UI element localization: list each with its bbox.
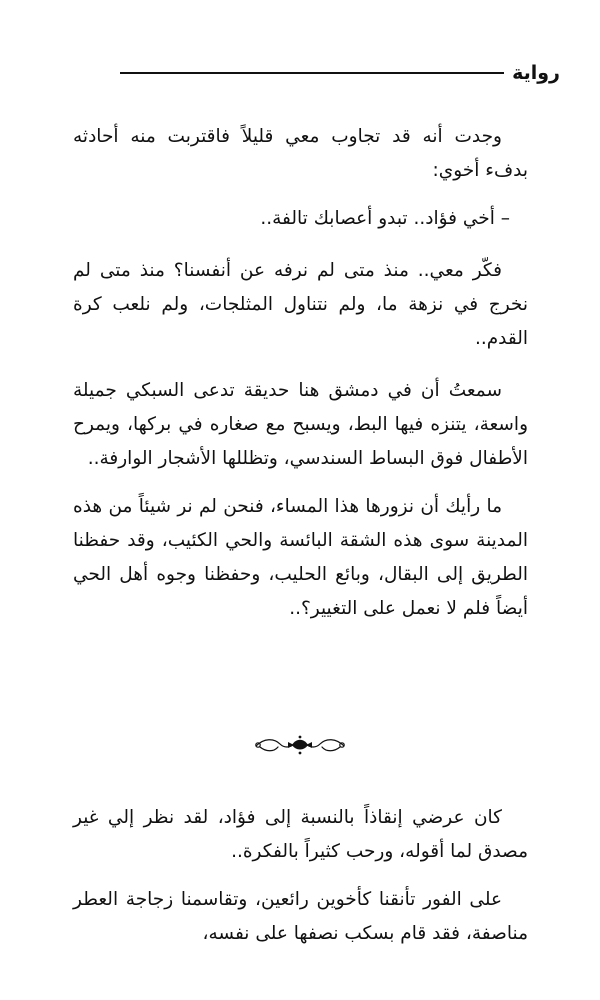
running-header xyxy=(120,60,560,86)
paragraph: وجدت أنه قد تجاوب معي قليلاً فاقتربت منه أحادثه بدفء أخوي: xyxy=(73,126,528,181)
dialogue-line: – أخي فؤاد.. تبدو أعصابك تالفة.. xyxy=(260,208,510,229)
header-title: رواية xyxy=(512,62,560,84)
text-block-bottom xyxy=(73,735,528,951)
paragraph: كان عرضي إنقاذاً بالنسبة إلى فؤاد، لقد نظر إلي غير مصدق لما أقوله، ورحب كثيراً بالفكرة.. xyxy=(73,807,528,862)
paragraph: سمعتُ أن في دمشق هنا حديقة تدعى السبكي جميلة واسعة، يتنزه فيها البط، ويسبح مع صغاره في بركها، ويمرح الأطفال فوق البساط السندسي، وتظللها الأشجار الوارفة.. xyxy=(73,380,528,469)
text-block-top xyxy=(73,120,528,626)
paragraph: فكّر معي.. منذ متى لم نرفه عن أنفسنا؟ منذ متى لم نخرج في نزهة ما، ولم نتناول المثلجات، ولم نلعب كرة القدم.. xyxy=(73,260,528,349)
paragraph: على الفور تأنقنا كأخوين رائعين، وتقاسمنا زجاجة العطر مناصفة، فقد قام بسكب نصفها على نفسه، xyxy=(73,889,528,944)
paragraph: ما رأيك أن نزورها هذا المساء، فنحن لم نر شيئاً من هذه المدينة سوى هذه الشقة البائسة والحي الكئيب، وقد حفظنا الطريق إلى البقال، وبائع الحليب، وحفظنا وجوه أهل الحي أيضاً فلم لا نعمل على التغيير؟.. xyxy=(73,496,528,619)
header-rule xyxy=(120,72,504,74)
